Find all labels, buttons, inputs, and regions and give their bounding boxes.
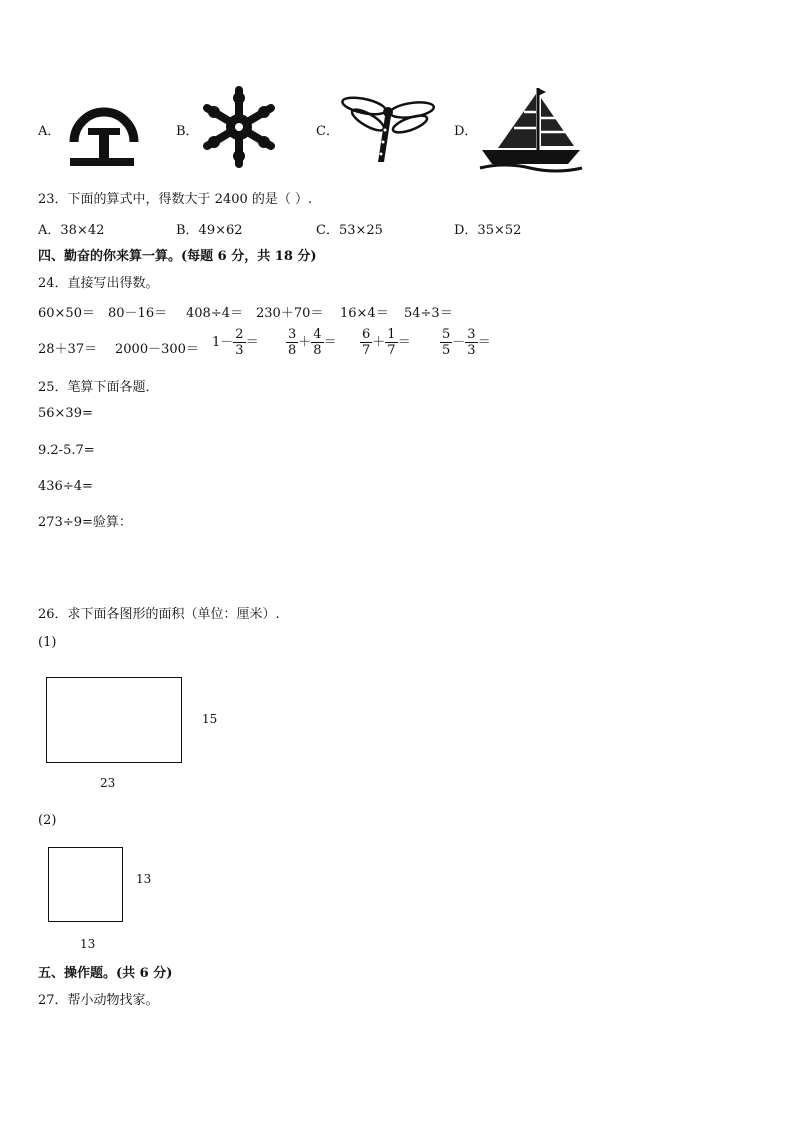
- q24-expr: 2000－300＝: [115, 342, 199, 357]
- square-side-label: 13: [136, 872, 152, 886]
- rectangle-figure: [46, 677, 182, 763]
- q25-item: 9.2-5.7=: [38, 443, 95, 458]
- q23-stem: 23．下面的算式中，得数大于 2400 的是（ ）.: [38, 192, 313, 207]
- q25-item: 56×39=: [38, 406, 93, 421]
- section4-title: 四、勤奋的你来算一算。(每题 6 分，共 18 分): [38, 249, 317, 264]
- rectangle-length-label: 23: [100, 776, 116, 790]
- q27-stem: 27．帮小动物找家。: [38, 993, 159, 1008]
- q24-expr: 60×50＝: [38, 306, 95, 321]
- q25-item: 436÷4=: [38, 479, 93, 494]
- q24-stem: 24．直接写出得数。: [38, 276, 159, 291]
- figure2-label: (2): [38, 813, 57, 828]
- q24-fraction-expr: 1－ $\frac{2}{3}$ ＝: [212, 327, 259, 358]
- option-b-label: B．: [176, 124, 199, 139]
- q24-expr: 80－16＝: [108, 306, 168, 321]
- dragonfly-icon: [340, 90, 436, 172]
- q23-option-d: D．35×52: [454, 223, 522, 238]
- q26-stem: 26．求下面各图形的面积（单位：厘米）.: [38, 607, 280, 622]
- q24-expr: 16×4＝: [340, 306, 389, 321]
- sailboat-icon: [478, 84, 584, 178]
- q24-fraction-expr: $\frac{6}{7}$ ＋ $\frac{1}{7}$ ＝: [362, 327, 411, 358]
- q24-fraction-expr: $\frac{5}{5}$ － $\frac{3}{3}$ ＝: [442, 327, 491, 358]
- square-figure: [48, 847, 123, 922]
- q25-stem: 25．笔算下面各题．: [38, 380, 159, 395]
- section5-title: 五、操作题。(共 6 分): [38, 966, 173, 981]
- square-side-label: 13: [80, 937, 96, 951]
- q24-expr: 54÷3＝: [404, 306, 453, 321]
- option-c-label: C．: [316, 124, 339, 139]
- q24-expr: 230＋70＝: [256, 306, 324, 321]
- metro-logo-icon: [64, 90, 144, 174]
- q25-item: 273÷9=验算：: [38, 515, 132, 530]
- q24-fraction-expr: $\frac{3}{8}$ ＋ $\frac{4}{8}$ ＝: [288, 327, 337, 358]
- q24-expr: 28＋37＝: [38, 342, 98, 357]
- rectangle-width-label: 15: [202, 712, 218, 726]
- q23-option-a: A．38×42: [38, 223, 105, 238]
- figure1-label: (1): [38, 635, 57, 650]
- q23-option-c: C．53×25: [316, 223, 383, 238]
- snowflake-icon: [198, 86, 280, 172]
- option-d-label: D．: [454, 124, 478, 139]
- q24-expr: 408÷4＝: [186, 306, 243, 321]
- q23-option-b: B．49×62: [176, 223, 243, 238]
- option-a-label: A．: [38, 124, 61, 139]
